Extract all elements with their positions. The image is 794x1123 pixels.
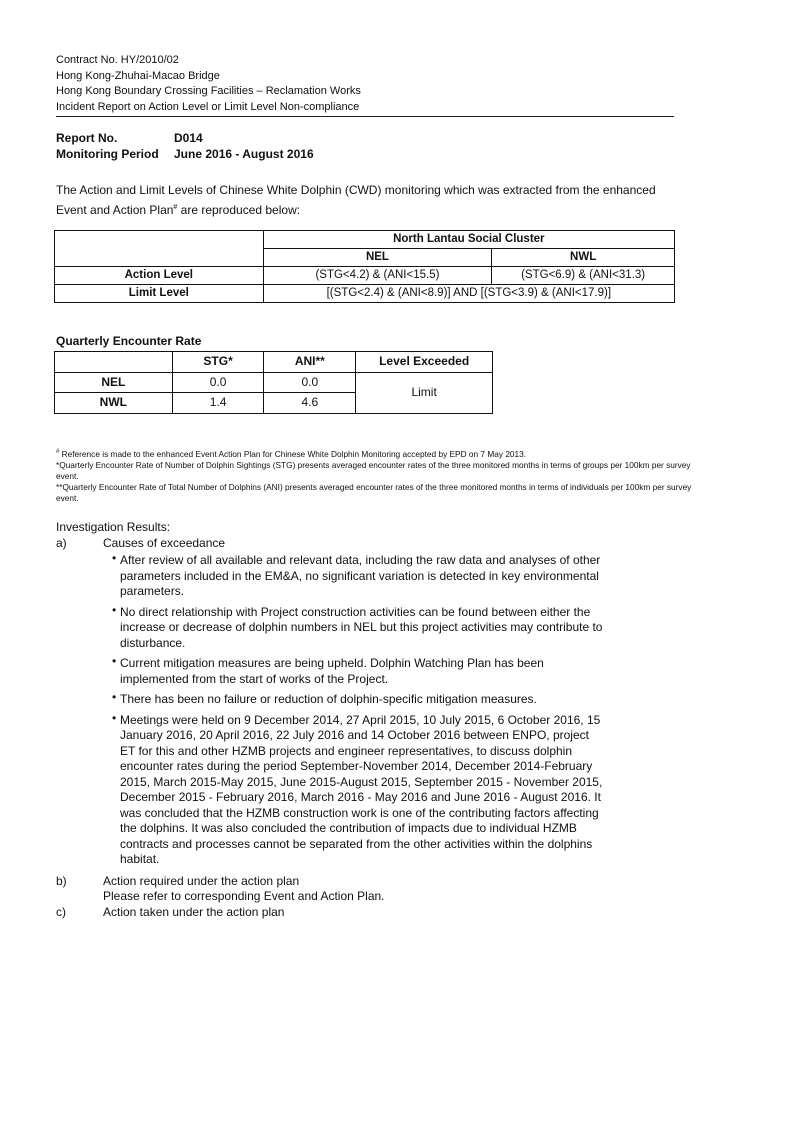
report-type: Incident Report on Action Level or Limit Level Non-compliance: [56, 100, 360, 113]
item-a-title: Causes of exceedance: [103, 535, 226, 550]
ani-value: 4.6: [264, 393, 356, 414]
report-no-value: D014: [174, 131, 203, 145]
stg-header: STG*: [172, 352, 264, 373]
level-exceeded-header: Level Exceeded: [356, 352, 493, 373]
stg-value: 0.0: [172, 372, 264, 393]
facilities-name: Hong Kong Boundary Crossing Facilities – Reclamation Works: [56, 85, 361, 97]
action-nel-value: (STG<4.2) & (ANI<15.5): [263, 267, 492, 285]
footnote-reference: # Reference is made to the enhanced Event Action Plan for Chinese White Dolphin Monitoring accepted by EPD on 7 May 2013.: [56, 448, 527, 459]
project-name: Hong Kong-Zhuhai-Macao Bridge: [56, 69, 220, 82]
investigation-title: Investigation Results:: [56, 520, 171, 534]
document-header: [56, 53, 674, 117]
causes-list: [112, 553, 604, 868]
footnote-stg: *Quarterly Encounter Rate of Number of Dolphin Sightings (STG) presents averaged encounter rates of the three monitored months in terms of groups per 100km per survey event.: [56, 459, 691, 481]
row-label: NEL: [55, 372, 173, 393]
list-item: • Meetings were held on 9 December 2014, 27 April 2015, 10 July 2015, 6 October 2016, 15 January 2016, 20 April 2016, 22 July 2016 and 14 October 2016 between ENPO, project ET for this and other HZMB projects and engineer representatives, to discuss dolphin encounter rates during the period September-November 2014, December 2014-February 2015, March 2015-May 2015, June 2015-August 2015, September 2015 - November 2015, December 2015 - February 2016, March 2016 - May 2016 and June 2016 - August 2016. It was concluded that the HZMB construction work is one of the contributing factors affecting the dolphins. It was also concluded the contribution of impacts due to individual HZMB contracts and processes cannot be separated from the other activities within the dolphins habitat.: [112, 713, 604, 868]
list-item: • There has been no failure or reduction of dolphin-specific mitigation measures.: [112, 692, 604, 708]
cluster-header: North Lantau Social Cluster: [263, 231, 674, 249]
row-label: NWL: [55, 393, 173, 414]
intro-paragraph: The Action and Limit Levels of Chinese White Dolphin (CWD) monitoring which was extracted from the enhanced Event and Action Plan# are reproduced below:: [56, 183, 656, 217]
action-limit-levels-table: [54, 230, 675, 303]
item-c-label: c): [56, 904, 66, 919]
item-c-title: Action taken under the action plan: [103, 904, 285, 919]
item-a-label: a): [56, 535, 67, 550]
contract-number: Contract No. HY/2010/02: [56, 54, 179, 66]
investigation-results: [56, 520, 696, 920]
footnotes: [56, 447, 696, 504]
list-item: • After review of all available and relevant data, including the raw data and analyses of other parameters included in the EM&A, no significant variation is detected in key environmental parameters.: [112, 553, 604, 600]
stg-value: 1.4: [172, 393, 264, 414]
table-row: [55, 372, 493, 393]
item-b-text: Please refer to corresponding Event and Action Plan.: [103, 889, 385, 903]
col-nel-header: NEL: [263, 249, 492, 267]
monitoring-period-label: Monitoring Period: [56, 147, 159, 161]
encounter-rate-table: [54, 351, 493, 414]
list-item: • No direct relationship with Project construction activities can be found between either the increase or decrease of dolphin numbers in NEL but this project activities may contribute to disturbance.: [112, 605, 604, 652]
item-b-title: Action required under the action plan: [103, 873, 300, 888]
list-item: • Current mitigation measures are being upheld. Dolphin Watching Plan has been implemented from the start of works of the Project.: [112, 656, 604, 687]
ani-value: 0.0: [264, 372, 356, 393]
monitoring-period-value: June 2016 - August 2016: [174, 147, 314, 161]
report-meta: [56, 130, 314, 162]
item-b-label: b): [56, 873, 67, 888]
report-no-label: Report No.: [56, 131, 118, 145]
encounter-rate-title: Quarterly Encounter Rate: [56, 334, 202, 348]
col-nwl-header: NWL: [492, 249, 675, 267]
limit-level-value: [(STG<2.4) & (ANI<8.9)] AND [(STG<3.9) & (ANI<17.9)]: [263, 285, 674, 303]
table-corner: [55, 352, 173, 373]
ani-header: ANI**: [264, 352, 356, 373]
level-exceeded-value: Limit: [356, 372, 493, 413]
action-level-label: Action Level: [55, 267, 264, 285]
limit-level-label: Limit Level: [55, 285, 264, 303]
action-nwl-value: (STG<6.9) & (ANI<31.3): [492, 267, 675, 285]
table-corner: [55, 231, 264, 267]
footnote-ani: **Quarterly Encounter Rate of Total Number of Dolphins (ANI) presents averaged encounter rates of the three monitored months in terms of individuals per 100km per survey event.: [56, 481, 692, 503]
